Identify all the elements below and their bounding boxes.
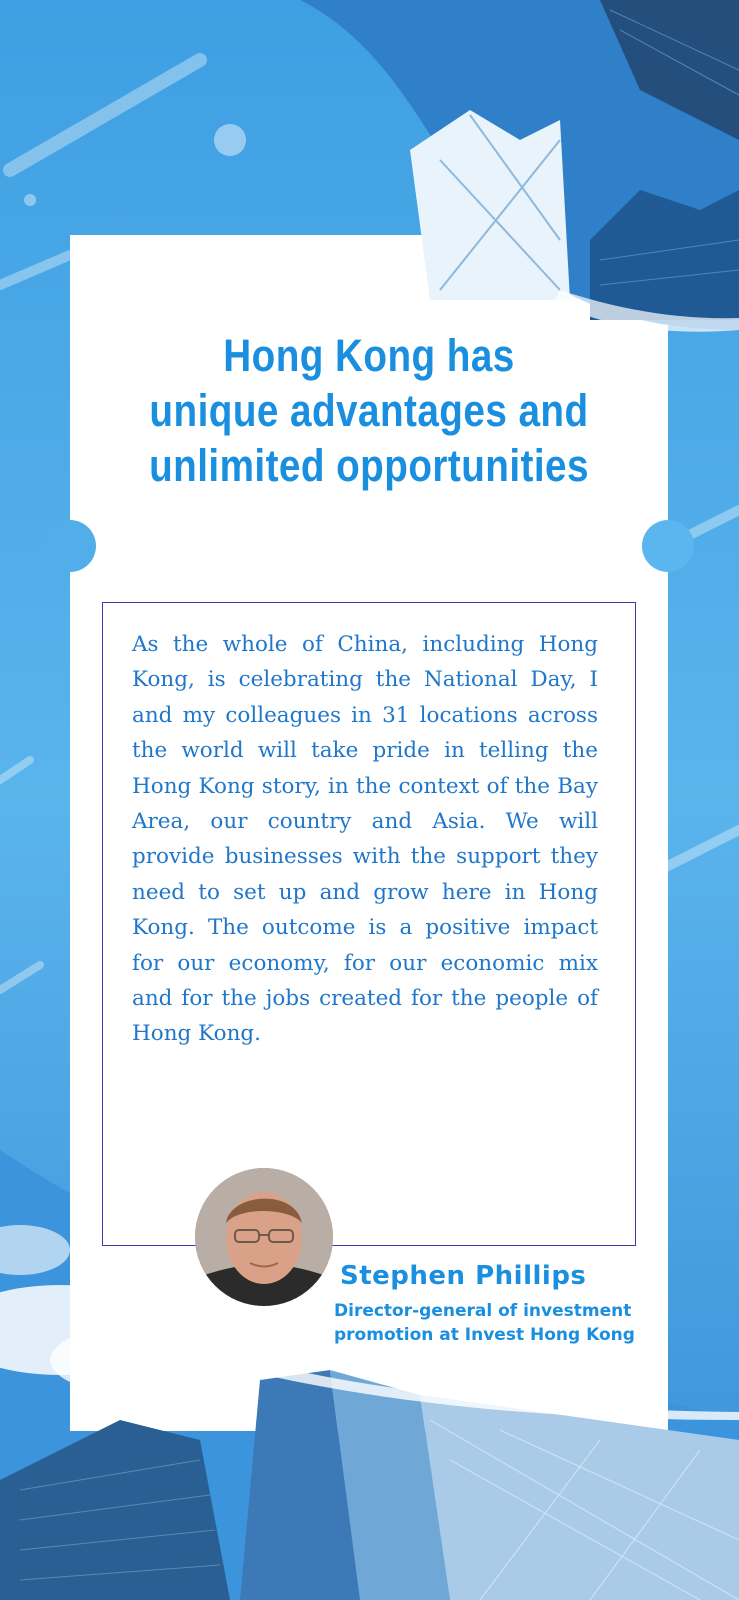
speaker-name: Stephen Phillips xyxy=(340,1261,587,1291)
card-notch-left xyxy=(44,520,96,572)
headline xyxy=(112,328,626,493)
speaker-avatar xyxy=(195,1168,333,1306)
headline-line-2: unique advantages and xyxy=(149,385,589,436)
headline-line-1: Hong Kong has xyxy=(223,330,515,381)
speaker-role xyxy=(334,1299,664,1347)
headline-line-3: unlimited opportunities xyxy=(149,440,589,491)
card-notch-right xyxy=(642,520,694,572)
quote-text: As the whole of China, including Hong Kong, is celebrating the National Day, I and my colleagues in 31 locations across the world will take pride in telling the Hong Kong story, in the context of the Bay Area, our country and Asia. We will provide businesses with the support they need to set up and grow here in Hong Kong. The outcome is a positive impact for our economy, for our economic mix and for the jobs created for the people of Hong Kong. xyxy=(132,632,598,1047)
speaker-role-line-2: promotion at Invest Hong Kong xyxy=(334,1325,635,1345)
speaker-role-line-1: Director-general of investment xyxy=(334,1301,632,1321)
portrait-image xyxy=(195,1168,333,1306)
